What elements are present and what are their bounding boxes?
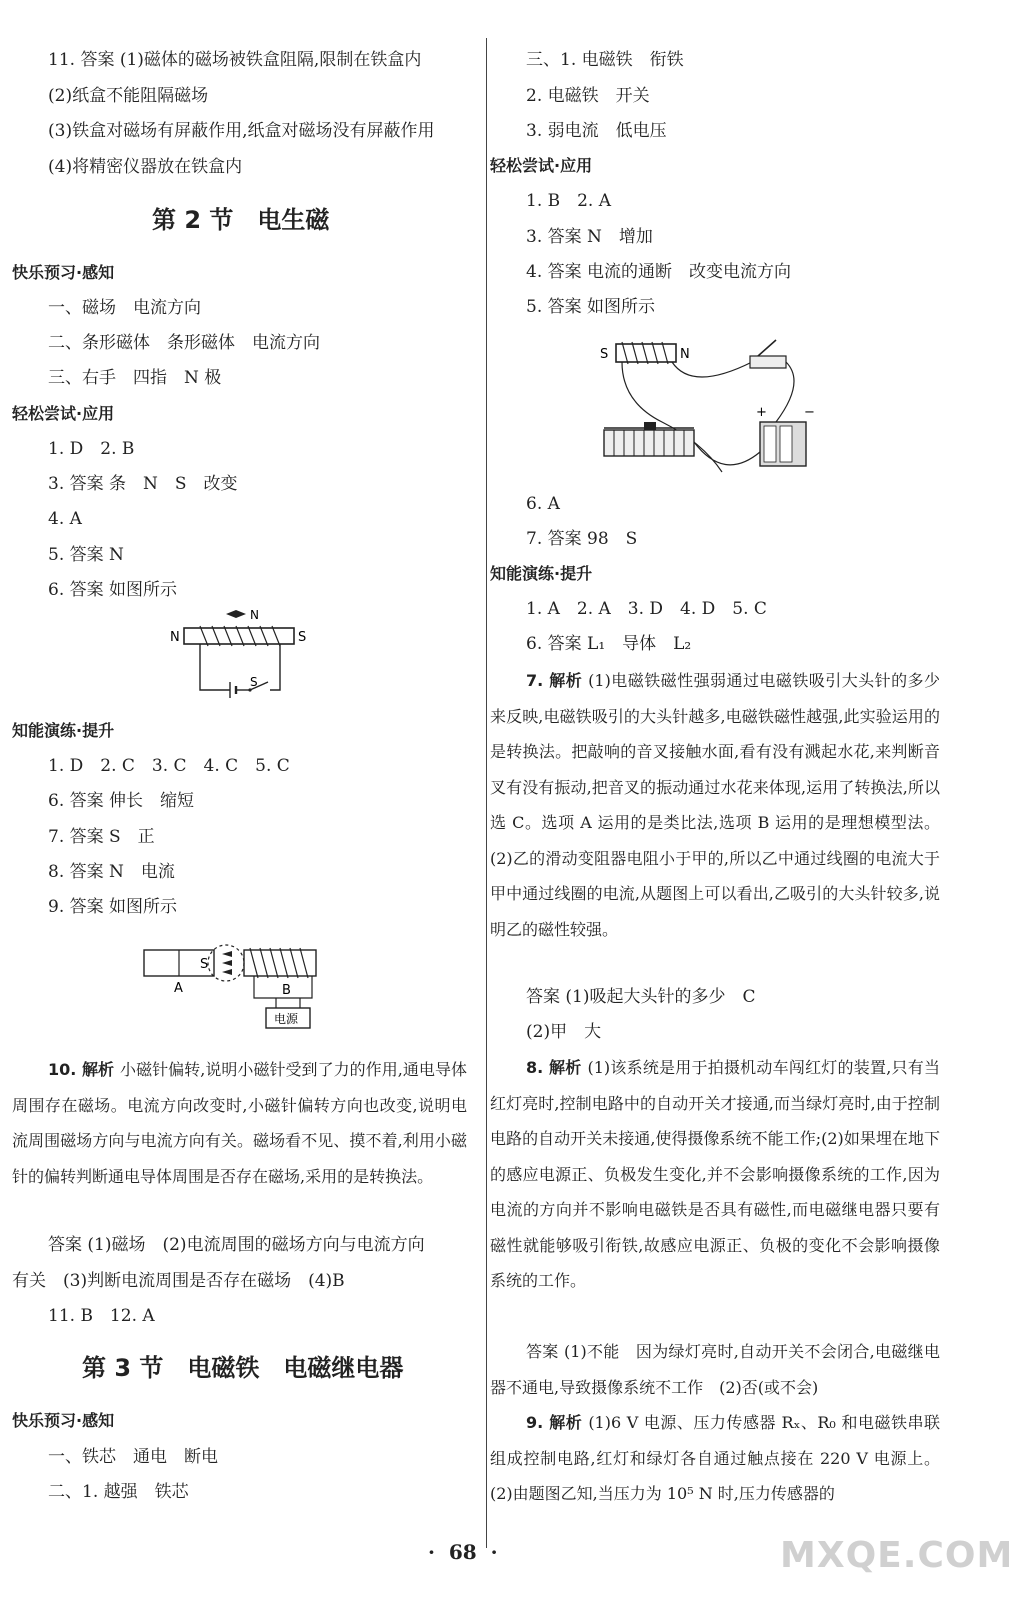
s3-preview-3-3: 3. 弱电流 低电压	[526, 121, 667, 141]
s2-practice-6: 6. 答案 伸长 缩短	[48, 791, 195, 811]
s3-practice-6: 6. 答案 L₁ 导体 L₂	[526, 634, 692, 654]
heading-preview-2: 快乐预习·感知	[12, 1411, 115, 1430]
fig2-a-label: A	[174, 981, 183, 996]
s2-try-1: 1. D 2. B	[48, 439, 135, 459]
s2-try-3: 3. 答案 条 N S 改变	[48, 474, 238, 494]
s3-preview-2: 二、1. 越强 铁芯	[48, 1482, 189, 1502]
s3-try-5: 5. 答案 如图所示	[526, 297, 656, 317]
heading-try: 轻松尝试·应用	[12, 404, 115, 423]
q9-label: 9. 解析	[526, 1413, 583, 1432]
solenoid-circuit-figure	[160, 610, 320, 702]
s3-try-3: 3. 答案 N 增加	[526, 227, 653, 247]
s2-preview-1: 一、磁场 电流方向	[48, 298, 201, 318]
s3-try-6: 6. A	[526, 494, 560, 514]
s2-preview-3: 三、右手 四指 N 极	[48, 368, 222, 388]
heading-try-2: 轻松尝试·应用	[490, 156, 593, 175]
q8-analysis	[490, 1050, 940, 1299]
q11-line1: 11. 答案 (1)磁体的磁场被铁盒阻隔,限制在铁盒内	[48, 50, 422, 70]
fig3-minus-label: −	[804, 405, 815, 420]
s2-try-5: 5. 答案 N	[48, 545, 124, 565]
s2-preview-2: 二、条形磁体 条形磁体 电流方向	[48, 333, 320, 353]
q10-label: 10. 解析	[48, 1060, 115, 1079]
q7-analysis	[490, 663, 940, 947]
fig1-needle-n-label: N	[250, 608, 259, 622]
q7-text: (1)电磁铁磁性强弱通过电磁铁吸引大头针的多少来反映,电磁铁吸引的大头针越多,电磁铁磁性越强,此实验运用的是转换法。把敲响的音叉接触水面,看有没有溅起水花,来判断音叉有没有振动,把音叉的振动通过水花来体现,运用了转换法,所以选 C。选项 A 运用的是类比法,选项 B 运用的是理想模型法。(2)乙的滑动变阻器电阻小于甲的,所以乙中通过线圈的电流大于甲中通过线圈的电流,从题图上可以看出,乙吸引的大头针较多,说明乙的磁性较强。	[490, 671, 940, 939]
s3-practice-1: 1. A 2. A 3. D 4. D 5. C	[526, 599, 767, 619]
q8-answer: 答案 (1)不能 因为绿灯亮时,自动开关不会闭合,电磁继电器不通电,导致摄像系统不工作 (2)否(或不会)	[490, 1342, 940, 1397]
s3-try-1: 1. B 2. A	[526, 191, 612, 211]
heading-practice: 知能演练·提升	[12, 721, 115, 740]
fig2-b-label: B	[282, 983, 291, 998]
fig2-power-label: 电源	[274, 1012, 299, 1026]
fig3-n-label: N	[680, 347, 690, 362]
s2-try-6: 6. 答案 如图所示	[48, 580, 178, 600]
column-divider	[486, 38, 487, 1548]
fig1-n-label: N	[170, 630, 180, 645]
electromagnet-circuit-figure	[600, 334, 820, 484]
magnet-solenoid-figure	[140, 932, 340, 1040]
s3-preview-1: 一、铁芯 通电 断电	[48, 1447, 218, 1467]
fig2-s-label: S	[200, 957, 209, 972]
q8-label: 8. 解析	[526, 1058, 582, 1077]
q10-answer-2: 有关 (3)判断电流周围是否存在磁场 (4)B	[12, 1271, 345, 1291]
q8-text: (1)该系统是用于拍摄机动车闯红灯的装置,只有当红灯亮时,控制电路中的自动开关才接通,而当绿灯亮时,由于控制电路的自动开关未接通,使得摄像系统不能工作;(2)如果埋在地下的感应电源正、负极发生变化,并不会影响摄像系统的工作,因为电流的方向并不影响电磁铁是否具有磁性,而电磁继电器只要有磁性就能够吸引衔铁,故感应电源正、负极的变化不会影响摄像系统的工作。	[490, 1058, 940, 1290]
fig3-s-label: S	[600, 347, 609, 362]
section-3-title: 第 3 节 电磁铁 电磁继电器	[82, 1354, 404, 1382]
q9-text: (1)6 V 电源、压力传感器 Rₓ、R₀ 和电磁铁串联组成控制电路,红灯和绿灯各自通过触点接在 220 V 电源上。(2)由题图乙知,当压力为 10⁵ N 时,压力传感器的	[490, 1413, 940, 1503]
s2-practice-9: 9. 答案 如图所示	[48, 897, 178, 917]
q7-label: 7. 解析	[526, 671, 583, 690]
s3-try-7: 7. 答案 98 S	[526, 529, 638, 549]
s3-preview-3-2: 2. 电磁铁 开关	[526, 86, 650, 106]
q11-line2: (2)纸盒不能阻隔磁场	[48, 86, 209, 106]
q7-answer-1: 答案 (1)吸起大头针的多少 C	[526, 987, 756, 1007]
s2-try-4: 4. A	[48, 509, 82, 529]
fig1-s-label: S	[298, 630, 307, 645]
q11-line3: (3)铁盒对磁场有屏蔽作用,纸盒对磁场没有屏蔽作用	[48, 121, 435, 141]
s2-practice-8: 8. 答案 N 电流	[48, 862, 175, 882]
watermark: MXQE.COM	[780, 1535, 1013, 1576]
page-number-value: 68	[448, 1540, 477, 1564]
q10-analysis	[12, 1052, 467, 1194]
s3-try-4: 4. 答案 电流的通断 改变电流方向	[526, 262, 792, 282]
q9-analysis	[490, 1405, 940, 1512]
fig3-plus-label: +	[756, 405, 767, 420]
heading-practice-2: 知能演练·提升	[490, 564, 593, 583]
page-number: · 68 ·	[428, 1540, 498, 1564]
q11-12: 11. B 12. A	[48, 1306, 155, 1326]
q10-text: 小磁针偏转,说明小磁针受到了力的作用,通电导体周围存在磁场。电流方向改变时,小磁针偏转方向也改变,说明电流周围磁场方向与电流方向有关。磁场看不见、摸不着,利用小磁针的偏转判断通电导体周围是否存在磁场,采用的是转换法。	[12, 1060, 467, 1186]
fig1-switch-label: S	[250, 675, 258, 689]
q10-answer-1: 答案 (1)磁场 (2)电流周围的磁场方向与电流方向	[48, 1235, 425, 1255]
q7-answer-2: (2)甲 大	[526, 1022, 602, 1042]
s3-preview-3-1: 三、1. 电磁铁 衔铁	[526, 50, 684, 70]
q11-line4: (4)将精密仪器放在铁盒内	[48, 157, 243, 177]
s2-practice-1: 1. D 2. C 3. C 4. C 5. C	[48, 756, 290, 776]
section-2-title: 第 2 节 电生磁	[152, 206, 330, 234]
s2-practice-7: 7. 答案 S 正	[48, 827, 155, 847]
heading-preview: 快乐预习·感知	[12, 263, 115, 282]
